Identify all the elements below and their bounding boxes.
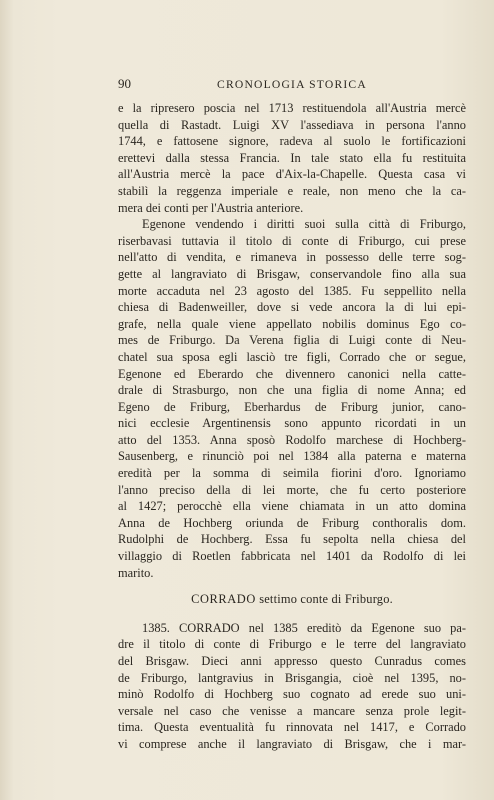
page-text-block <box>118 76 466 753</box>
text-line: villaggio di Roetlen fabbricata nel 1401 da Rodolfo di lei <box>118 549 466 564</box>
text-line: atto del 1353. Anna sposò Rodolfo marchese di Hochberg- <box>118 432 466 447</box>
text-line: dre il titolo di conte di Friburgo e le terre del langraviato <box>118 637 466 652</box>
text-line: chiesa di Badenweiller, dove si vede ancora la di lui epi- <box>118 300 466 315</box>
text-line: vi comprese anche il langraviato di Brisgaw, che i mar- <box>118 736 466 751</box>
text-line: minò Rodolfo di Hochberg suo cognato ad erede suo uni- <box>118 687 466 702</box>
text-line: del Brisgaw. Dieci anni appresso questo Cunradus comes <box>118 654 466 668</box>
text-line: chatel sua sposa egli lasciò tre figli, Corrado che or segue, <box>118 349 466 364</box>
text-line: eredità per la somma di seimila fiorini d'oro. Ignoriamo <box>118 466 466 481</box>
text-line: al 1427; perocchè ella viene chiamata in un atto domina <box>118 499 466 514</box>
text-line: drale di Strasburgo, non che una figlia di nome Anna; ed <box>118 383 466 398</box>
text-line: grafe, nella quale viene appellato nobilis dominus Ego co- <box>118 316 466 331</box>
text-line: l'anno preciso della di lei morte, che fu certo posteriore <box>118 482 466 497</box>
text-line: Sausenberg, e rinunciò poi nel 1384 alla paterna e materna <box>118 449 466 464</box>
text-line: mes de Friburgo. Da Verena figlia di Luigi conte di Neu- <box>118 333 466 348</box>
text-line: e la ripresero poscia nel 1713 restituendola all'Austria mercè <box>118 101 466 115</box>
text-line: mera dei conti per l'Austria anteriore. <box>118 200 304 215</box>
text-line: tima. Questa eventualità fu rinnovata nel 1417, e Corrado <box>118 720 466 735</box>
text-line: Egeno de Friburg, Eberhardus de Friburg junior, cano- <box>118 399 466 414</box>
text-line: 1385. CORRADO nel 1385 ereditò da Egenone suo pa- <box>142 620 466 635</box>
text-line: erettevi dalla stessa Francia. In tale stato ella fu restituita <box>118 150 466 165</box>
text-line: Rudolphi de Hochberg. Essa fu sepolta nella chiesa del <box>118 532 466 547</box>
text-line: gette al langraviato di Brisgaw, conservandole fino alla sua <box>118 266 466 281</box>
section-heading <box>118 591 466 608</box>
text-line: de Friburgo, lantgravius in Brisgangia, cioè nel 1395, no- <box>118 670 466 685</box>
section-heading-rest: settimo conte di Friburgo. <box>259 592 393 607</box>
paragraph-1 <box>118 100 466 216</box>
text-line: all'Austria mercè la pace d'Aix-la-Chapelle. Questa casa vi <box>118 167 466 182</box>
text-line: stabilì la reggenza imperiale e reale, non meno che la ca- <box>118 183 466 198</box>
page-number: 90 <box>118 76 131 91</box>
text-line: 1744, e fattosene signore, radeva al suolo le fortificazioni <box>118 134 466 149</box>
text-line: nell'atto di vendita, e rimaneva in possesso delle terre sog- <box>118 250 466 265</box>
text-line: quella di Rastadt. Luigi XV l'assediava in persona l'anno <box>118 117 466 132</box>
text-line: Anna de Hochberg oriunda de Friburg conthoralis dom. <box>118 515 466 530</box>
text-line: versale nel caso che venisse a mancare senza prole legit- <box>118 703 466 718</box>
text-line: Egenone ed Eberardo che divennero canonici nella catte- <box>118 366 466 381</box>
paragraph-3 <box>118 620 466 753</box>
page-header <box>118 76 466 94</box>
text-line: riserbavasi tuttavia il titolo di conte di Friburgo, cui prese <box>118 233 466 248</box>
section-heading-name: CORRADO <box>191 592 256 607</box>
running-title: CRONOLOGIA STORICA <box>217 78 367 91</box>
text-line: Egenone vendendo i diritti suoi sulla città di Friburgo, <box>142 217 466 232</box>
text-line: nici ecclesie Argentinensis sono appunto ricordati in un <box>118 416 466 431</box>
paragraph-2 <box>118 216 466 581</box>
text-line: morte accaduta nel 23 agosto del 1385. Fu seppellito nella <box>118 283 466 298</box>
text-line: marito. <box>118 565 154 580</box>
